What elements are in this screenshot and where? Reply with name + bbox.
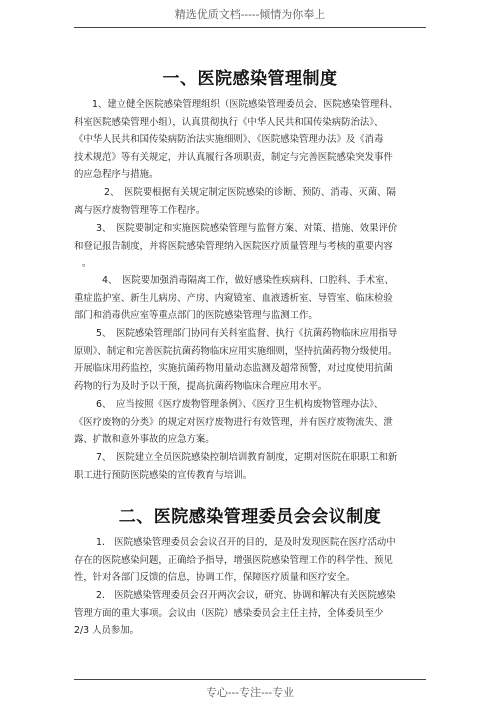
text-line: 5、 医院感染管理部门协同有关科室监督、执行《抗菌药物临床应用指导: [96, 328, 398, 339]
text-line: 1、建立健全医院感染管理组织（医院感染管理委员会、医院感染管理科、: [92, 99, 398, 110]
text-line: 2/3 人员参加。: [74, 625, 139, 637]
s1-paragraph-6: [74, 396, 430, 449]
text-line: 科室医院感染管理小组），认真贯彻执行《中华人民共和国传染病防治法》、: [74, 116, 384, 128]
s1-paragraph-3: [74, 220, 430, 273]
text-line: 《医疗废物的分类》的规定对医疗废物进行有效管理，并有医疗废物流失、泄: [74, 416, 393, 428]
text-line: 管理方面的重大事项。会议由（医院）感染委员会主任主持，全体委员至少: [74, 607, 384, 619]
text-line: 职工进行预防医院感染的宣传教育与培训。: [74, 469, 253, 481]
header-divider: [74, 27, 426, 28]
text-line: 性，针对各部门反馈的信息，协调工作，保障医疗质量和医疗安全。: [74, 572, 356, 584]
text-line: 露、扩散和意外事故的应急方案。: [74, 434, 215, 446]
text-line: 《中华人民共和国传染病防治法实施细则》、《医院感染管理办法》及《消毒: [74, 134, 384, 146]
text-line: 2. 医院感染管理委员会召开两次会议，研究、协调和解决有关医院感染: [96, 590, 396, 601]
text-line: 4、 医院要加强消毒隔离工作，做好感染性疾病科、口腔科、手术室、: [102, 275, 394, 286]
text-line: 的应急程序与措施。: [74, 169, 159, 181]
text-line: 药物的行为及时予以干预，提高抗菌药物临床合理应用水平。: [74, 380, 328, 392]
text-line: 重症监护室、新生儿病房、产房、内窥镜室、血液透析室、导管室、临床检验: [74, 292, 393, 304]
page-header: 精选优质文档-----倾情为你奉上: [174, 8, 326, 21]
text-line: 开展临床用药监控，实施抗菌药物用量动态监测及超常预警，对过度使用抗菌: [74, 363, 393, 375]
footer-divider: [74, 679, 426, 680]
section1-title: 一、医院感染管理制度: [162, 69, 338, 89]
text-line: 离与医疗废物管理等工作程序。: [74, 204, 206, 216]
text-line: 和登记报告制度，并将医院感染管理纳入医院医疗质量管理与考核的重要内容: [74, 240, 393, 252]
text-line: 7、 医院建立全员医院感染控制培训教育制度，定期对医院在职职工和新: [96, 452, 398, 463]
text-line: 3、 医院要制定和实施医院感染管理与监督方案、对策、措施、效果评价: [96, 223, 398, 234]
text-line: 6、 应当按照《医疗废物管理条例》、《医疗卫生机构废物管理办法》、: [96, 399, 384, 410]
s2-paragraph-2: [74, 587, 430, 640]
s1-paragraph-7: [74, 449, 430, 484]
page-footer: 专心---专注---专业: [205, 686, 295, 699]
text-line: 2、 医院要根据有关规定制定医院感染的诊断、预防、消毒、灭菌、隔: [104, 187, 396, 198]
text-line: 。: [82, 258, 92, 270]
text-line: 存在的医院感染问题，正确给予指导，增强医院感染管理工作的科学性、预见: [74, 554, 393, 566]
section2-title: 二、医院感染管理委员会会议制度: [118, 507, 382, 527]
s1-paragraph-2: [74, 184, 430, 219]
s1-paragraph-4: [74, 272, 430, 325]
s2-paragraph-1: [74, 534, 430, 587]
s1-paragraph-1: [74, 96, 430, 184]
text-line: 1. 医院感染管理委员会会议召开的目的，是及时发现医院在医疗活动中: [96, 537, 396, 548]
text-line: 技术规范》等有关规定，并认真履行各项职责，制定与完善医院感染突发事件: [74, 151, 393, 163]
text-line: 原则》、制定和完善医院抗菌药物临床应用实施细则，坚持抗菌药物分级使用。: [74, 345, 398, 357]
s1-paragraph-5: [74, 325, 430, 395]
text-line: 部门和消毒供应室等重点部门的医院感染管理与监测工作。: [74, 310, 318, 322]
